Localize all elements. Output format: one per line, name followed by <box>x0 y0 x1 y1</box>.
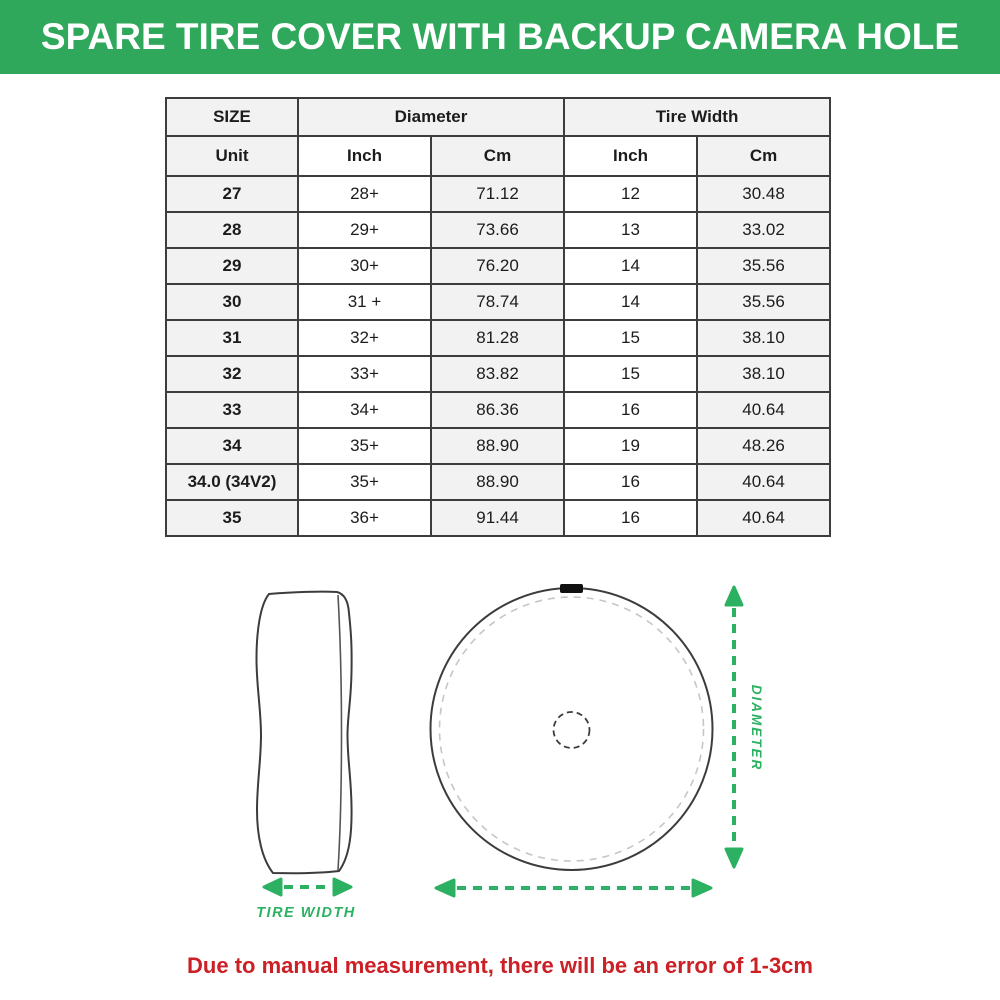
d-cm-cell: 88.90 <box>431 464 564 500</box>
table-header-row-2 <box>166 136 830 176</box>
table-row <box>166 428 830 464</box>
header-diameter-inch: Inch <box>298 136 431 176</box>
table-body <box>166 176 830 536</box>
d-inch-cell: 35+ <box>298 428 431 464</box>
w-cm-cell: 40.64 <box>697 464 830 500</box>
size-table <box>165 97 831 537</box>
d-inch-cell: 32+ <box>298 320 431 356</box>
w-inch-cell: 12 <box>564 176 697 212</box>
d-inch-cell: 30+ <box>298 248 431 284</box>
size-cell: 27 <box>166 176 298 212</box>
d-inch-cell: 31 + <box>298 284 431 320</box>
size-cell: 34.0 (34V2) <box>166 464 298 500</box>
w-cm-cell: 38.10 <box>697 320 830 356</box>
tire-width-label: TIRE WIDTH <box>256 905 356 921</box>
table-row <box>166 176 830 212</box>
w-cm-cell: 33.02 <box>697 212 830 248</box>
header-size: SIZE <box>166 98 298 136</box>
d-inch-cell: 29+ <box>298 212 431 248</box>
size-cell: 31 <box>166 320 298 356</box>
tire-width-arrow <box>264 879 351 895</box>
w-cm-cell: 38.10 <box>697 356 830 392</box>
size-cell: 28 <box>166 212 298 248</box>
disclaimer-text: Due to manual measurement, there will be an error of 1-3cm <box>187 953 813 978</box>
title-banner <box>0 0 1000 74</box>
table-row <box>166 248 830 284</box>
tire-diagram <box>0 560 1000 940</box>
w-cm-cell: 35.56 <box>697 248 830 284</box>
tire-diagram-svg <box>0 560 1000 940</box>
w-inch-cell: 19 <box>564 428 697 464</box>
page-title: SPARE TIRE COVER WITH BACKUP CAMERA HOLE <box>40 16 960 57</box>
table-row <box>166 392 830 428</box>
size-cell: 30 <box>166 284 298 320</box>
tire-side-view <box>257 592 352 874</box>
d-inch-cell: 33+ <box>298 356 431 392</box>
w-inch-cell: 16 <box>564 392 697 428</box>
w-cm-cell: 48.26 <box>697 428 830 464</box>
d-cm-cell: 91.44 <box>431 500 564 536</box>
d-cm-cell: 71.12 <box>431 176 564 212</box>
table-row <box>166 320 830 356</box>
table-row <box>166 464 830 500</box>
d-cm-cell: 73.66 <box>431 212 564 248</box>
w-cm-cell: 35.56 <box>697 284 830 320</box>
d-cm-cell: 86.36 <box>431 392 564 428</box>
diameter-horizontal-arrow <box>436 880 711 896</box>
d-inch-cell: 35+ <box>298 464 431 500</box>
header-diameter-cm: Cm <box>431 136 564 176</box>
w-inch-cell: 15 <box>564 320 697 356</box>
table-row <box>166 500 830 536</box>
w-inch-cell: 16 <box>564 500 697 536</box>
size-cell: 32 <box>166 356 298 392</box>
header-tire-width: Tire Width <box>564 98 830 136</box>
d-cm-cell: 76.20 <box>431 248 564 284</box>
header-width-cm: Cm <box>697 136 830 176</box>
d-inch-cell: 28+ <box>298 176 431 212</box>
w-cm-cell: 30.48 <box>697 176 830 212</box>
d-cm-cell: 88.90 <box>431 428 564 464</box>
w-inch-cell: 15 <box>564 356 697 392</box>
w-inch-cell: 13 <box>564 212 697 248</box>
d-inch-cell: 36+ <box>298 500 431 536</box>
w-cm-cell: 40.64 <box>697 392 830 428</box>
d-cm-cell: 81.28 <box>431 320 564 356</box>
size-cell: 34 <box>166 428 298 464</box>
table-row <box>166 356 830 392</box>
size-cell: 33 <box>166 392 298 428</box>
header-unit: Unit <box>166 136 298 176</box>
w-inch-cell: 16 <box>564 464 697 500</box>
table-row <box>166 284 830 320</box>
table-header <box>166 98 830 176</box>
w-inch-cell: 14 <box>564 248 697 284</box>
header-width-inch: Inch <box>564 136 697 176</box>
size-cell: 35 <box>166 500 298 536</box>
backup-camera-hole <box>554 712 590 748</box>
header-diameter: Diameter <box>298 98 564 136</box>
diameter-vertical-arrow <box>726 587 742 867</box>
cover-top-tab <box>560 584 583 593</box>
d-cm-cell: 83.82 <box>431 356 564 392</box>
size-cell: 29 <box>166 248 298 284</box>
w-cm-cell: 40.64 <box>697 500 830 536</box>
table-header-row-1 <box>166 98 830 136</box>
table-row <box>166 212 830 248</box>
d-inch-cell: 34+ <box>298 392 431 428</box>
d-cm-cell: 78.74 <box>431 284 564 320</box>
diameter-label: DIAMETER <box>749 684 764 772</box>
w-inch-cell: 14 <box>564 284 697 320</box>
